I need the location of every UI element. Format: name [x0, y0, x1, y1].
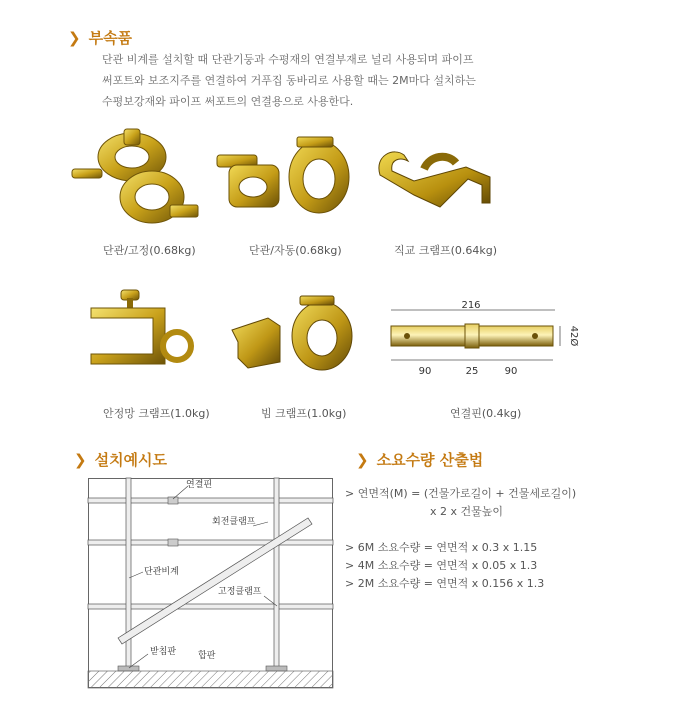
label-fixed-clamp: 고정클램프: [218, 587, 262, 597]
calc-line-6m: > 6M 소요수량 = 연면적 x 0.3 x 1.15: [345, 541, 538, 554]
install-diagram: [88, 478, 333, 688]
chevron-right-icon: ❯: [74, 451, 87, 469]
calc-line-4m: > 4M 소요수량 = 연면적 x 0.05 x 1.3: [345, 559, 538, 572]
calc-line-2m: > 2M 소요수량 = 연면적 x 0.156 x 1.3: [345, 577, 545, 590]
dim-seg1-label: 90: [418, 366, 432, 377]
dim-seg3-label: 90: [504, 366, 518, 377]
dim-seg2-label: 25: [465, 366, 479, 377]
section-title-install-example: ❯ 설치예시도: [74, 451, 168, 469]
safety-net-clamp-image: [85, 288, 195, 378]
accessories-description: 단관 비계를 설치할 때 단관기둥과 수평재의 연결부재로 널리 사용되며 파이프 써포트와 보조지주를 연결하여 거푸집 동바리로 사용할 때는 2M마다 설치하는 수평보강재와 파이프 써포트의 연결용으로 사용한다.: [102, 53, 476, 108]
dim-diameter-label: 42Ø: [568, 325, 579, 347]
label-swivel-clamp: 회전클램프: [212, 517, 256, 527]
section-title-quantity-calc: ❯ 소요수량 산출법: [356, 451, 484, 469]
product-caption-beam: 빔 크램프(1.0kg): [261, 407, 347, 420]
label-joint-pin: 연결핀: [186, 480, 213, 490]
right-angle-clamp-image: [370, 145, 500, 215]
calc-line-area: > 연면적(M) = (건물가로길이 + 건물세로길이): [345, 487, 577, 500]
calc-line-area-cont: x 2 x 건물높이: [430, 505, 504, 518]
label-base-plate: 받침판: [150, 647, 177, 657]
label-pipe: 단관비계: [144, 567, 179, 577]
dim-total-label: 216: [461, 300, 481, 311]
label-plank: 합판: [198, 651, 216, 661]
beam-clamp-image: [228, 292, 358, 382]
section-title-accessories: ❯ 부속품: [68, 29, 133, 47]
product-caption-safety-net: 안정망 크램프(1.0kg): [103, 407, 210, 420]
fixed-clamp-image: [70, 125, 200, 230]
chevron-right-icon: ❯: [356, 451, 369, 469]
product-caption-fixed: 단관/고정(0.68kg): [103, 244, 196, 257]
product-caption-swivel: 단관/자동(0.68kg): [249, 244, 342, 257]
product-caption-right-angle: 직교 크램프(0.64kg): [394, 244, 498, 257]
product-caption-joint-pin: 연결핀(0.4kg): [450, 407, 522, 420]
chevron-right-icon: ❯: [68, 29, 81, 47]
swivel-clamp-image: [215, 135, 355, 220]
joint-pin-image: [385, 298, 579, 378]
